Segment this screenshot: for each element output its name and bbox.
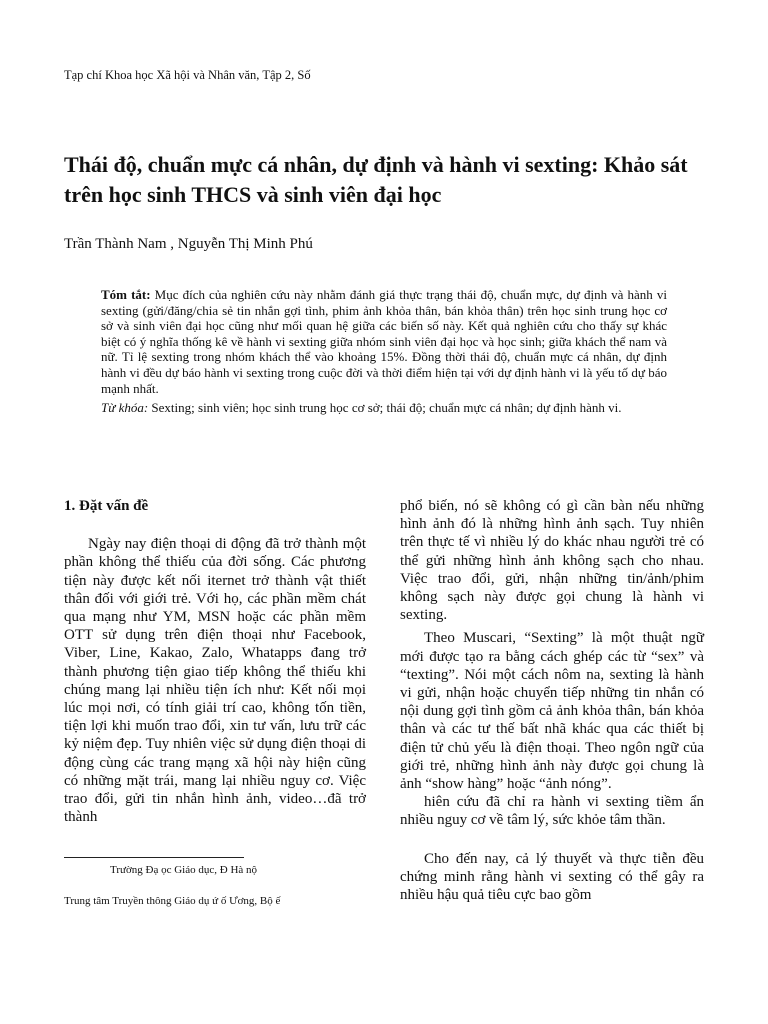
paragraph-muscari: Theo Muscari, “Sexting” là một thuật ngữ mới được tạo ra bằng cách ghép các từ “sex” và “texting”. Nói một cách nôm na, sexting là hành vi gửi, nhận hoặc chuyển tiếp những tin nhắn có nội dung gợi tình gồm cả ảnh khỏa thân, bán khỏa thân và các tư thế bất nhã khác qua các thiết bị điện tử chủ yếu là điện thoại. Theo ngôn ngữ của giới trẻ, những hình ảnh này được gọi chung là ảnh “show hàng” hoặc “ảnh nóng”. [400, 630, 704, 793]
journal-header: Tạp chí Khoa học Xã hội và Nhân văn, Tập 2, Số [64, 68, 311, 82]
paragraph-risks: hiên cứu đã chỉ ra hành vi sexting tiềm ẩn nhiều nguy cơ về tâm lý, sức khỏe tâm thần. [400, 794, 704, 829]
keywords [101, 400, 667, 416]
paragraph-continued: phổ biến, nó sẽ không có gì cần bàn nếu những hình ảnh đó là những hình ảnh sạch. Tuy nhiên trên thực tế vì nhiều lý do khác nhau người trẻ có thể gửi những hình ảnh không sạch cho nhau. Việc trao đổi, gửi, nhận những tin/ảnh/phim không sạch này được gọi chung là hành vi sexting. [400, 498, 704, 624]
keywords-label: Từ khóa: [101, 400, 149, 416]
abstract-text: Mục đích của nghiên cứu này nhằm đánh giá thực trạng thái độ, chuẩn mực, dự định và hành vi sexting (gửi/đăng/chia sẻ tin nhắn gợi tình, phim ảnh khỏa thân, bán khỏa thân) trên học sinh trung học cơ sở và sinh viên đại học cũng như mối quan hệ giữa các biến số này. Kết quả nghiên cứu cho thấy sự khác biệt có ý nghĩa thống kê về hành vi sexting giữa nhóm sinh viên đại học và học sinh; giữa khách thể nam và nữ. Tỉ lệ sexting trong nhóm khách thể vào khoảng 15%. Đồng thời thái độ, chuẩn mực cá nhân, dự định hành vi đều dự báo hành vi sexting trong cuộc đời và thời điểm hiện tại với dự định hành vi là yếu tố dự báo mạnh nhất. [101, 287, 667, 396]
paper-title: Thái độ, chuẩn mực cá nhân, dự định và hành vi sexting: Khảo sát trên học sinh THCS và sinh viên đại học [64, 152, 688, 207]
keywords-text: Sexting; sinh viên; học sinh trung học cơ sở; thái độ; chuẩn mực cá nhân; dự định hành vi. [148, 400, 622, 416]
left-column [64, 497, 366, 826]
paragraph-intro: Ngày nay điện thoại di động đã trở thành một phần không thể thiếu của đời sống. Các phương tiện này được kết nối iternet trở thành vật thiết thân đối với giới trẻ. Với họ, các phần mềm chát qua mạng như YM, MSN hoặc các phần mềm OTT sử dụng trên điện thoại như Facebook, Viber, Line, Kakao, Zalo, Whatapps đang trở thành phương tiện giao tiếp không thể thiếu khi chúng mang lại nhiều tiện ích như: Kết nối mọi lúc mọi nơi, có tính giải trí cao, không tốn tiền, tiện lợi khi muốn trao đổi, xin tư vấn, lưu trữ các kỷ niệm đẹp. Tuy nhiên việc sử dụng điện thoại di động cùng các trang mạng xã hội này hiện cũng có những mặt trái, mang lại nhiều nguy cơ. Việc trao đổi, gửi tin nhắn hình ảnh, video…đã trở thành [64, 536, 366, 826]
abstract-label: Tóm tắt: [101, 287, 151, 302]
section-heading: 1. Đặt vấn đề [64, 498, 149, 514]
abstract-paragraph [101, 287, 667, 396]
right-column [400, 497, 704, 904]
footnote-affiliation-2: Trung tâm Truyền thông Giáo dụ ứ ố Ương, Bộ ế [64, 895, 281, 907]
footnote-affiliation-1: Trường Đạ ọc Giáo dục, Đ Hà nộ [110, 864, 258, 876]
abstract [101, 287, 667, 416]
authors: Trần Thành Nam , Nguyễn Thị Minh Phú [64, 236, 313, 252]
paragraph-consequences: Cho đến nay, cả lý thuyết và thực tiễn đều chứng minh rằng hành vi sexting có thể gây ra nhiều hậu quả tiêu cực bao gồm [400, 850, 704, 904]
footnote-divider [64, 857, 244, 858]
